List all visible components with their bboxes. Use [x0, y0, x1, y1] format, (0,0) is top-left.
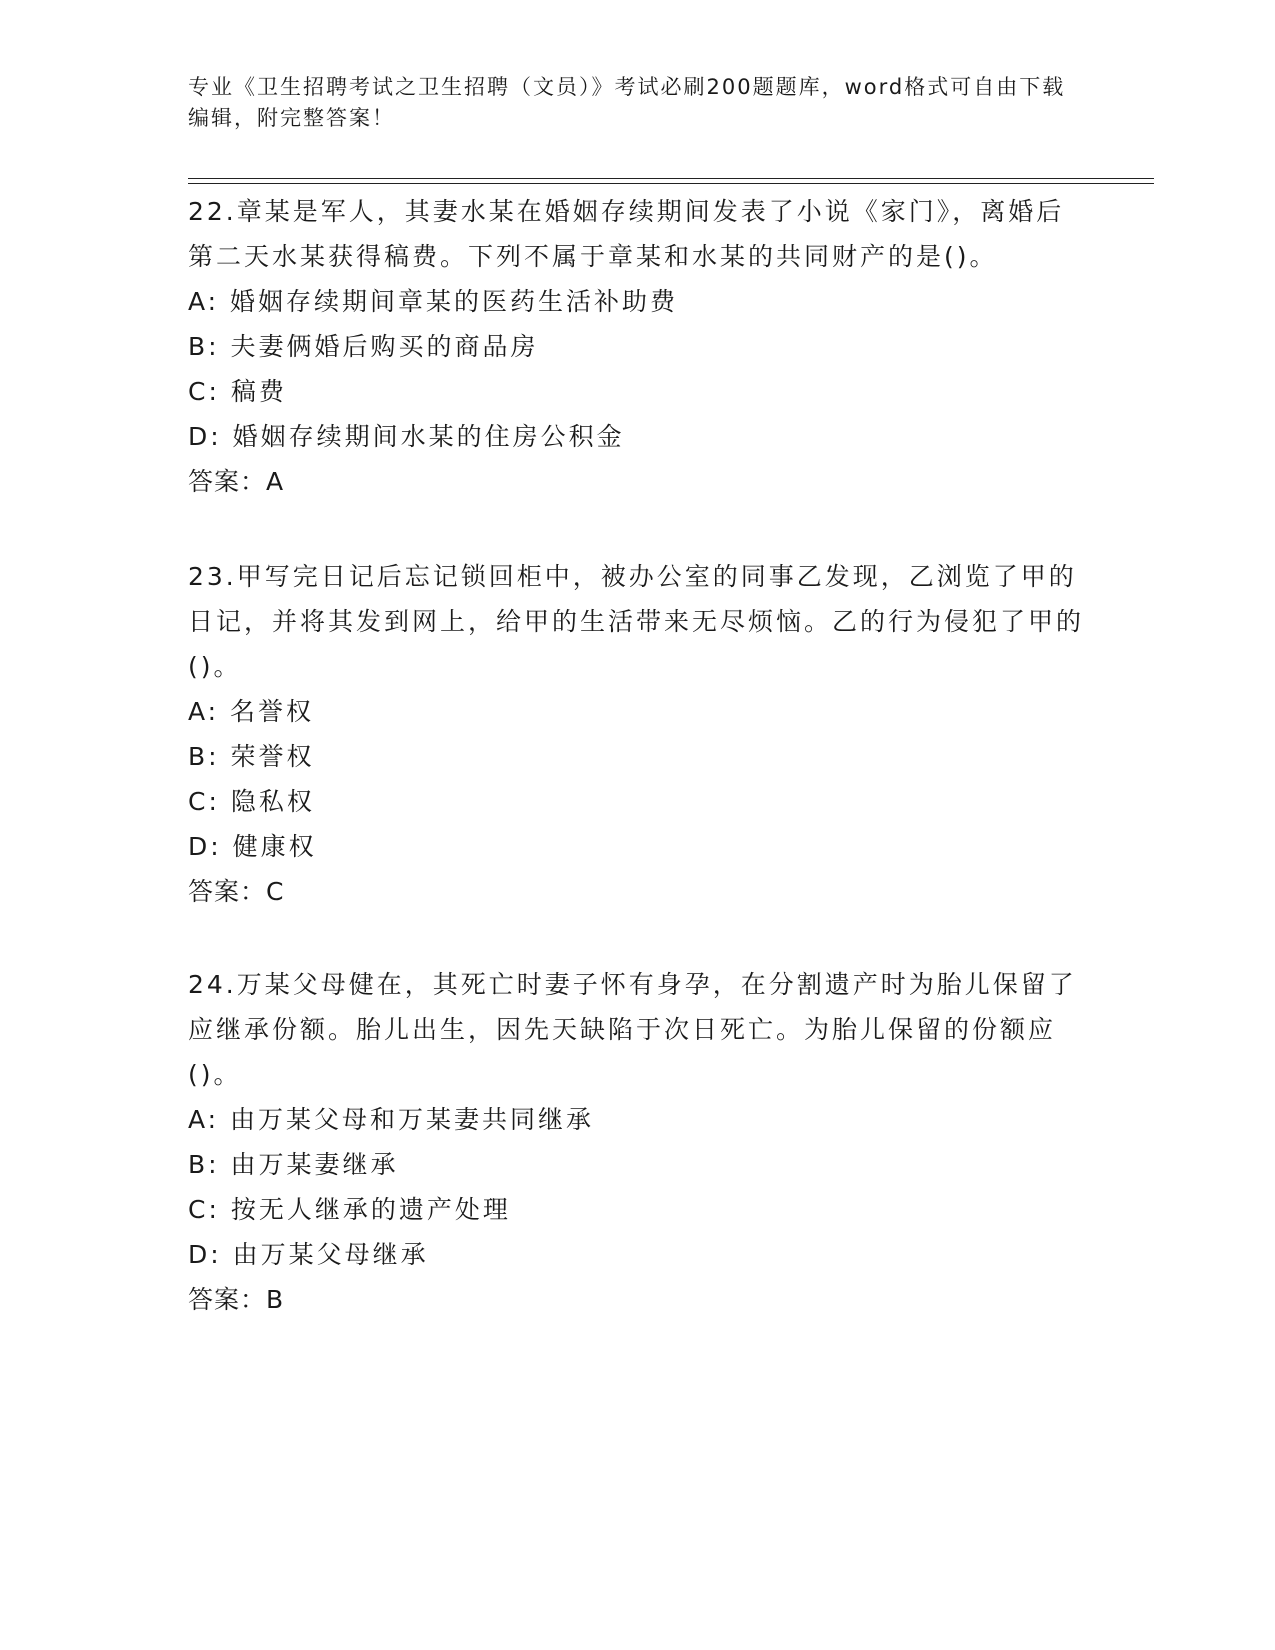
question-stem: 22.章某是军人，其妻水某在婚姻存续期间发表了小说《家门》，离婚后第二天水某获得稿费。下列不属于章某和水某的共同财产的是()。	[188, 197, 1065, 271]
option-b: B: 荣誉权	[188, 742, 315, 771]
answer: 答案：C	[188, 877, 285, 906]
question-stem: 24.万某父母健在，其死亡时妻子怀有身孕，在分割遗产时为胎儿保留了应继承份额。胎儿出生，因先天缺陷于次日死亡。为胎儿保留的份额应()。	[188, 970, 1077, 1089]
option-a: A: 由万某父母和万某妻共同继承	[188, 1105, 595, 1134]
option-d: D: 由万某父母继承	[188, 1240, 429, 1269]
question-24	[188, 962, 1088, 1322]
option-c: C: 隐私权	[188, 787, 315, 816]
header-divider-bottom	[188, 183, 1154, 184]
answer: 答案：A	[188, 467, 285, 496]
option-a: A: 婚姻存续期间章某的医药生活补助费	[188, 287, 679, 316]
question-stem: 23.甲写完日记后忘记锁回柜中，被办公室的同事乙发现，乙浏览了甲的日记，并将其发到网上，给甲的生活带来无尽烦恼。乙的行为侵犯了甲的()。	[188, 562, 1085, 681]
option-d: D: 婚姻存续期间水某的住房公积金	[188, 422, 625, 451]
option-d: D: 健康权	[188, 832, 317, 861]
option-c: C: 稿费	[188, 377, 287, 406]
option-c: C: 按无人继承的遗产处理	[188, 1195, 511, 1224]
option-b: B: 夫妻俩婚后购买的商品房	[188, 332, 539, 361]
option-a: A: 名誉权	[188, 697, 315, 726]
option-b: B: 由万某妻继承	[188, 1150, 399, 1179]
question-23	[188, 554, 1088, 914]
header-divider-top	[188, 178, 1154, 179]
question-22	[188, 189, 1088, 504]
document-header: 专业《卫生招聘考试之卫生招聘（文员）》考试必刷200题题库，word格式可自由下载编辑，附完整答案！	[188, 75, 1066, 130]
answer: 答案：B	[188, 1285, 285, 1314]
